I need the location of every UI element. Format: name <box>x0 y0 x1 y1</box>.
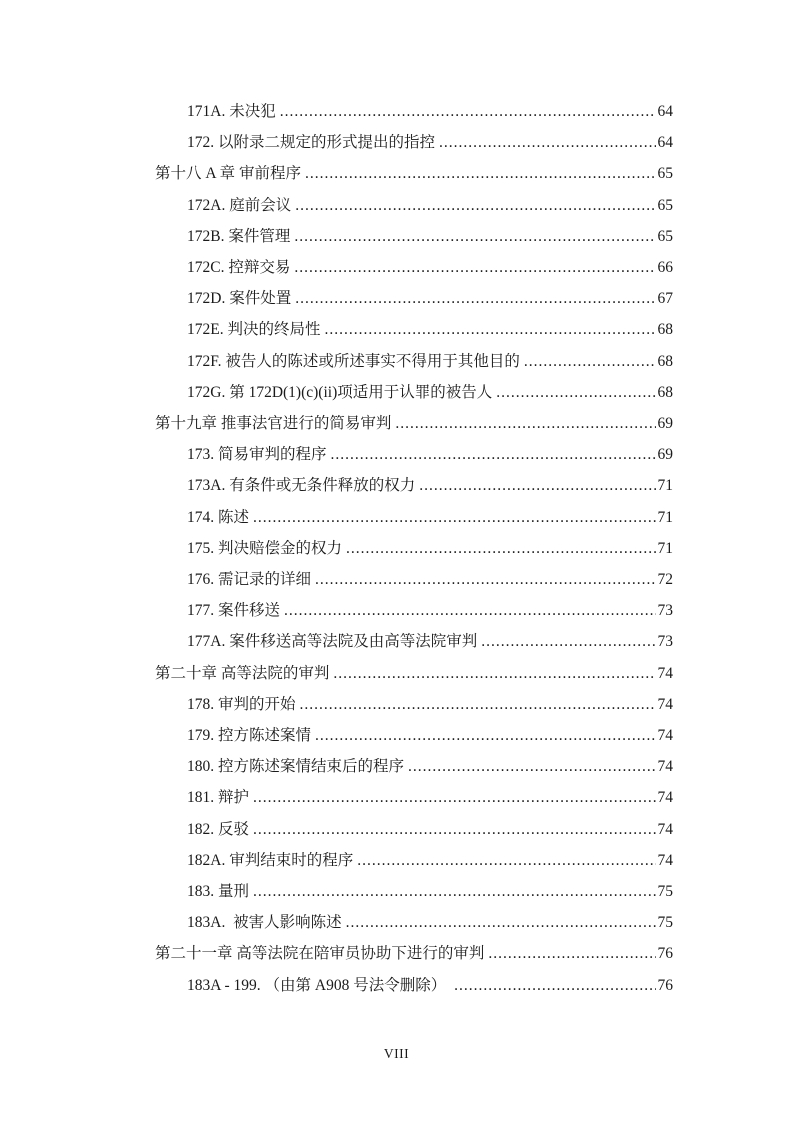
toc-entry-label: 180. 控方陈述案情结束后的程序 <box>187 758 405 776</box>
toc-entry-page: 71 <box>657 539 673 557</box>
toc-entry-label: 179. 控方陈述案情 <box>187 727 312 745</box>
toc-entry <box>155 470 673 501</box>
toc-entry <box>155 720 673 751</box>
dot-leader <box>276 96 656 127</box>
toc-entry-label: 173. 简易审判的程序 <box>187 446 327 464</box>
dot-leader <box>353 845 656 876</box>
toc-entry-label: 176. 需记录的详细 <box>187 571 312 589</box>
toc-entry-label: 183A. 被害人影响陈述 <box>187 914 342 932</box>
toc-entry-label: 第十八 A 章 审前程序 <box>155 165 301 183</box>
dot-leader <box>435 127 656 158</box>
toc-entry-label: 173A. 有条件或无条件释放的权力 <box>187 477 416 495</box>
dot-leader <box>290 252 656 283</box>
dot-leader <box>320 314 656 345</box>
toc-entry <box>155 907 673 938</box>
toc-entry-page: 69 <box>657 446 673 464</box>
toc-entry-page: 73 <box>657 602 673 620</box>
toc-entry <box>155 96 673 127</box>
toc-entry-page: 69 <box>657 415 673 433</box>
toc-entry-label: 175. 判决赔偿金的权力 <box>187 539 343 557</box>
dot-leader <box>301 158 656 189</box>
toc-entry <box>155 626 673 657</box>
toc-entry <box>155 595 673 626</box>
toc-entry <box>155 658 673 689</box>
toc-entry-page: 67 <box>657 290 673 308</box>
toc-entry <box>155 127 673 158</box>
toc-entry <box>155 782 673 813</box>
dot-leader <box>492 377 656 408</box>
toc-entry-page: 74 <box>657 758 673 776</box>
toc-entry-page: 65 <box>657 165 673 183</box>
toc-entry <box>155 751 673 782</box>
toc-entry-page: 68 <box>657 383 673 401</box>
toc-entry-label: 第十九章 推事法官进行的简易审判 <box>155 415 392 433</box>
toc-entry <box>155 970 673 1001</box>
toc-entry <box>155 314 673 345</box>
dot-leader <box>415 470 656 501</box>
toc-entry-label: 183. 量刑 <box>187 883 250 901</box>
toc-entry-label: 172. 以附录二规定的形式提出的指控 <box>187 134 436 152</box>
dot-leader <box>249 502 656 533</box>
toc-entry-label: 182. 反驳 <box>187 820 250 838</box>
toc-entry-page: 74 <box>657 664 673 682</box>
toc-entry-page: 72 <box>657 571 673 589</box>
toc-entry-page: 76 <box>657 945 673 963</box>
toc-entry-label: 172E. 判决的终局性 <box>187 321 321 339</box>
toc-entry <box>155 876 673 907</box>
toc-entry-page: 74 <box>657 820 673 838</box>
toc-entry-page: 74 <box>657 851 673 869</box>
toc-entry <box>155 346 673 377</box>
toc-entry <box>155 158 673 189</box>
dot-leader <box>404 751 656 782</box>
toc-entry-label: 172G. 第 172D(1)(c)(ii)项适用于认罪的被告人 <box>187 383 493 401</box>
toc-entry-page: 65 <box>657 227 673 245</box>
toc-entry-page: 71 <box>657 508 673 526</box>
toc-entry-label: 174. 陈述 <box>187 508 250 526</box>
toc-entry-label: 172A. 庭前会议 <box>187 196 292 214</box>
toc-entry-label: 171A. 未决犯 <box>187 103 276 120</box>
dot-leader <box>342 907 656 938</box>
toc-list <box>155 96 673 1001</box>
toc-entry-label: 第二十章 高等法院的审判 <box>155 664 330 682</box>
toc-entry <box>155 252 673 283</box>
toc-entry <box>155 408 673 439</box>
toc-entry-page: 73 <box>657 633 673 651</box>
dot-leader <box>329 658 656 689</box>
toc-entry-label: 172F. 被告人的陈述或所述事实不得用于其他目的 <box>187 352 520 370</box>
toc-entry-label: 172C. 控辩交易 <box>187 259 291 277</box>
toc-entry <box>155 689 673 720</box>
toc-entry-page: 64 <box>657 134 673 152</box>
toc-entry-label: 182A. 审判结束时的程序 <box>187 851 354 869</box>
toc-entry <box>155 502 673 533</box>
toc-entry-page: 74 <box>657 727 673 745</box>
toc-entry-page: 74 <box>657 695 673 713</box>
footer-page-number: VIII <box>383 1046 410 1061</box>
dot-leader <box>520 346 656 377</box>
dot-leader <box>296 689 656 720</box>
toc-entry <box>155 938 673 969</box>
toc-entry-label: 172B. 案件管理 <box>187 227 291 245</box>
toc-entry <box>155 190 673 221</box>
toc-entry-label: 177. 案件移送 <box>187 602 281 620</box>
toc-entry-label: 177A. 案件移送高等法院及由高等法院审判 <box>187 633 478 651</box>
toc-entry-label: 183A - 199. （由第 A908 号法令删除） <box>187 976 451 994</box>
toc-entry-label: 第二十一章 高等法院在陪审员协助下进行的审判 <box>155 945 485 963</box>
dot-leader <box>311 564 656 595</box>
dot-leader <box>391 408 656 439</box>
dot-leader <box>484 938 656 969</box>
toc-entry-page: 68 <box>657 352 673 370</box>
toc-entry <box>155 814 673 845</box>
toc-entry-page: 64 <box>657 103 673 120</box>
toc-entry <box>155 564 673 595</box>
toc-entry-page: 75 <box>657 914 673 932</box>
toc-entry <box>155 283 673 314</box>
dot-leader <box>291 190 656 221</box>
toc-entry-page: 71 <box>657 477 673 495</box>
toc-entry <box>155 845 673 876</box>
dot-leader <box>342 533 656 564</box>
toc-entry <box>155 533 673 564</box>
toc-entry-page: 75 <box>657 883 673 901</box>
dot-leader <box>280 595 656 626</box>
dot-leader <box>327 439 656 470</box>
dot-leader <box>450 970 656 1001</box>
toc-entry-label: 178. 审判的开始 <box>187 695 296 713</box>
dot-leader <box>249 814 656 845</box>
dot-leader <box>290 221 656 252</box>
toc-entry-page: 76 <box>657 976 673 994</box>
toc-entry-page: 68 <box>657 321 673 339</box>
toc-entry-label: 172D. 案件处置 <box>187 290 292 308</box>
toc-entry-page: 66 <box>657 259 673 277</box>
toc-entry-page: 74 <box>657 789 673 807</box>
dot-leader <box>249 876 656 907</box>
dot-leader <box>477 626 656 657</box>
toc-entry-label: 181. 辩护 <box>187 789 250 807</box>
toc-entry <box>155 377 673 408</box>
dot-leader <box>291 283 656 314</box>
dot-leader <box>311 720 656 751</box>
dot-leader <box>249 782 656 813</box>
toc-entry-page: 65 <box>657 196 673 214</box>
toc-entry <box>155 221 673 252</box>
toc-entry <box>155 439 673 470</box>
